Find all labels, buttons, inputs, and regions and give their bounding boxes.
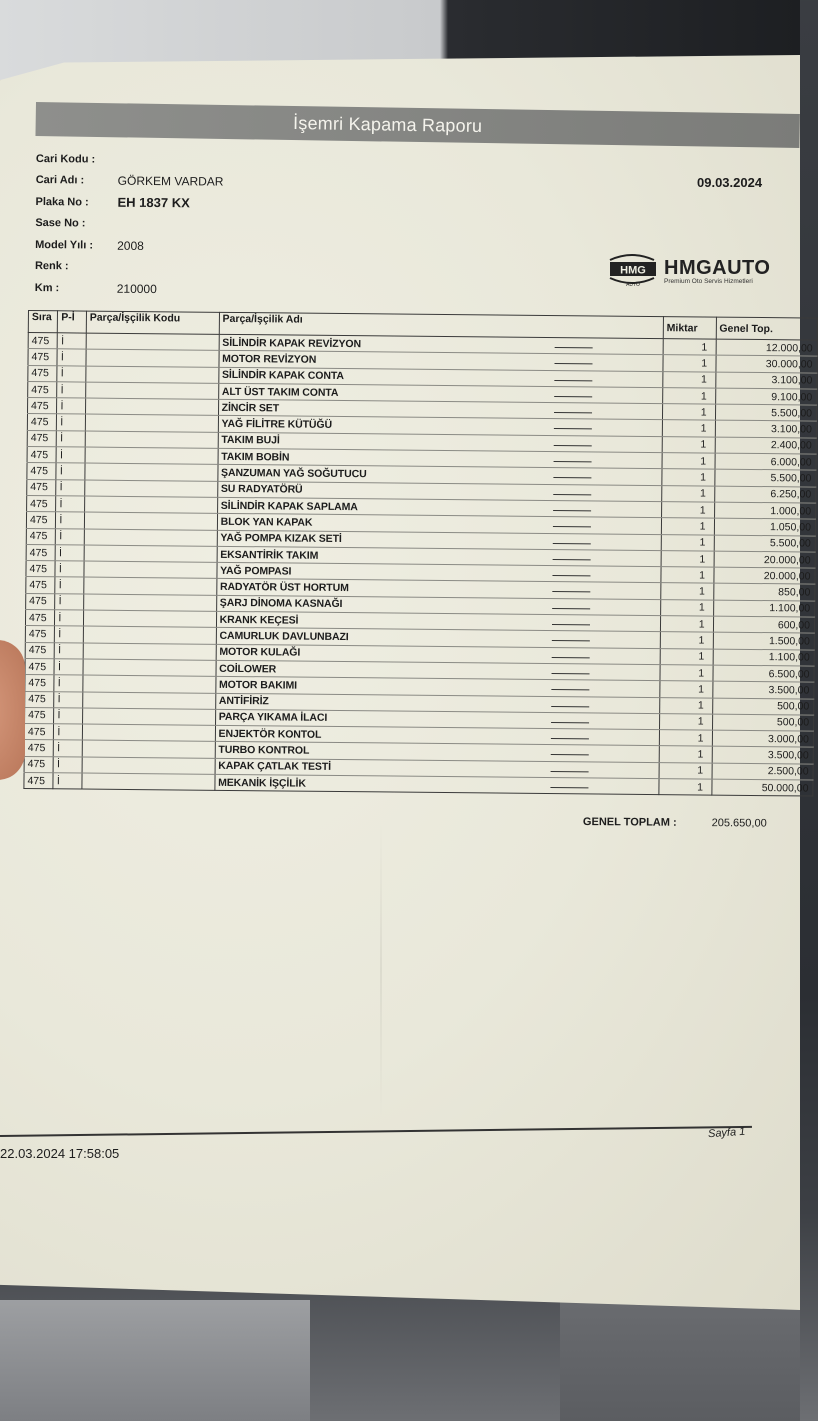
row-total: 20.000,00 xyxy=(714,551,816,568)
row-pi: İ xyxy=(54,740,83,757)
row-sira: 475 xyxy=(27,430,57,447)
row-pi: İ xyxy=(54,708,83,725)
info-label: Renk : xyxy=(34,260,69,273)
row-name-text: SİLİNDİR KAPAK REVİZYON xyxy=(222,336,362,350)
row-code xyxy=(82,773,215,791)
row-name-text: KRANK KEÇESİ xyxy=(219,613,299,627)
row-sira: 475 xyxy=(25,675,55,692)
row-total: 600,00 xyxy=(713,616,815,633)
row-total: 500,00 xyxy=(712,698,814,715)
row-sira: 475 xyxy=(26,561,56,578)
row-total: 3.500,00 xyxy=(712,681,814,698)
report-title: İşemri Kapama Raporu xyxy=(293,112,483,136)
row-code xyxy=(85,463,218,481)
row-total: 1.100,00 xyxy=(713,600,815,617)
row-code xyxy=(82,740,215,758)
row-code xyxy=(86,366,219,384)
row-qty: 1 xyxy=(661,518,714,535)
row-qty: 1 xyxy=(659,730,712,747)
row-pi: İ xyxy=(55,545,84,562)
row-pi: İ xyxy=(55,577,84,594)
col-sira-header: Sıra xyxy=(28,311,58,333)
row-sira: 475 xyxy=(28,398,58,415)
page-number: Sayfa 1 xyxy=(707,1125,746,1141)
grand-total xyxy=(583,816,767,830)
row-code xyxy=(85,431,218,449)
row-name-text: COİLOWER xyxy=(219,662,277,675)
row-name-text: PARÇA YIKAMA İLACI xyxy=(218,711,328,725)
row-code xyxy=(82,692,215,710)
row-sira: 475 xyxy=(26,528,56,545)
row-dash xyxy=(553,494,591,495)
row-code xyxy=(86,349,219,367)
info-label: Plaka No : xyxy=(35,195,89,209)
row-name-text: MOTOR REVİZYON xyxy=(222,352,317,366)
holding-thumb xyxy=(0,640,25,780)
row-qty: 1 xyxy=(660,681,713,698)
row-name-text: MOTOR BAKIMI xyxy=(218,678,298,692)
row-code xyxy=(83,643,216,661)
row-code xyxy=(84,529,217,547)
row-dash xyxy=(554,412,592,413)
info-row xyxy=(35,212,223,235)
row-sira: 475 xyxy=(27,495,57,512)
row-total: 12.000,00 xyxy=(716,339,818,356)
row-dash xyxy=(552,624,590,625)
info-row xyxy=(35,191,223,214)
row-total: 3.100,00 xyxy=(715,421,817,438)
row-total: 3.500,00 xyxy=(712,747,814,764)
row-code xyxy=(82,708,215,726)
info-label: Sase No : xyxy=(35,217,86,230)
row-sira: 475 xyxy=(26,512,56,529)
row-sira: 475 xyxy=(24,724,54,741)
row-qty: 1 xyxy=(661,583,714,600)
row-name-text: SU RADYATÖRÜ xyxy=(220,483,303,496)
row-code xyxy=(86,333,219,351)
row-sira: 475 xyxy=(26,544,56,561)
row-code xyxy=(83,610,216,628)
row-pi: İ xyxy=(56,447,85,464)
row-dash xyxy=(550,771,588,772)
row-code xyxy=(85,447,218,465)
row-total: 30.000,00 xyxy=(716,355,818,372)
row-dash xyxy=(550,787,588,788)
info-row xyxy=(36,148,224,171)
logo-badge-text: HMG xyxy=(620,264,646,277)
row-sira: 475 xyxy=(24,772,54,789)
row-pi: İ xyxy=(54,675,83,692)
row-sira: 475 xyxy=(26,577,56,594)
row-sira: 475 xyxy=(28,333,58,350)
row-total: 9.100,00 xyxy=(715,388,817,405)
row-total: 20.000,00 xyxy=(713,567,815,584)
row-name-text: MOTOR KULAĞI xyxy=(219,646,301,659)
row-code xyxy=(82,724,215,742)
row-qty: 1 xyxy=(660,616,713,633)
parts-table xyxy=(23,310,818,797)
info-label: Km : xyxy=(34,281,60,294)
row-sira: 475 xyxy=(28,365,58,382)
col-code-header: Parça/İşçilik Kodu xyxy=(86,311,219,334)
row-total: 6.000,00 xyxy=(715,453,817,470)
row-dash xyxy=(552,559,590,560)
row-name-text: ZİNCİR SET xyxy=(221,401,280,415)
row-total: 1.000,00 xyxy=(714,502,816,519)
row-total: 2.500,00 xyxy=(712,763,814,780)
row-dash xyxy=(553,543,591,544)
row-name-text: ŞARJ DİNOMA KASNAĞI xyxy=(219,597,343,611)
info-value: 2008 xyxy=(117,238,144,253)
logo-badge-sub: AUTO xyxy=(626,282,640,288)
row-name-text: YAĞ POMPA KIZAK SETİ xyxy=(220,532,342,546)
row-name-text: ANTİFİRİZ xyxy=(218,695,269,708)
info-value: GÖRKEM VARDAR xyxy=(117,173,224,189)
row-total: 5.500,00 xyxy=(714,469,816,486)
customer-info xyxy=(35,148,224,300)
row-qty: 1 xyxy=(659,746,712,763)
row-qty: 1 xyxy=(660,665,713,682)
row-code xyxy=(84,496,217,514)
row-qty: 1 xyxy=(663,371,716,388)
info-row xyxy=(35,277,223,300)
row-sira: 475 xyxy=(25,691,55,708)
row-qty: 1 xyxy=(661,567,714,584)
col-pi-header: P-İ xyxy=(58,311,87,333)
row-pi: İ xyxy=(56,496,85,513)
row-dash xyxy=(554,429,592,430)
row-name-text: EKSANTİRİK TAKIM xyxy=(220,548,319,562)
row-sira: 475 xyxy=(27,414,57,431)
row-pi: İ xyxy=(54,659,83,676)
row-sira: 475 xyxy=(25,707,55,724)
row-qty: 1 xyxy=(659,713,712,730)
row-code xyxy=(82,757,215,775)
row-pi: İ xyxy=(57,414,86,431)
row-sira: 475 xyxy=(24,740,54,757)
info-label: Cari Kodu : xyxy=(35,152,96,166)
parts-table-wrap xyxy=(23,310,818,797)
row-dash xyxy=(551,754,589,755)
row-pi: İ xyxy=(55,561,84,578)
row-name-text: TURBO KONTROL xyxy=(218,743,310,757)
row-name-text: YAĞ FİLİTRE KÜTÜĞÜ xyxy=(221,417,333,432)
row-pi: İ xyxy=(56,479,85,496)
row-total: 3.100,00 xyxy=(715,372,817,389)
row-dash xyxy=(554,445,592,446)
row-name-text: TAKIM BOBİN xyxy=(221,450,290,464)
row-dash xyxy=(553,510,591,511)
row-qty: 1 xyxy=(662,485,715,502)
row-code xyxy=(85,415,218,433)
row-qty: 1 xyxy=(662,436,715,453)
row-sira: 475 xyxy=(25,658,55,675)
row-dash xyxy=(553,526,591,527)
row-pi: İ xyxy=(57,349,86,366)
row-qty: 1 xyxy=(662,469,715,486)
row-sira: 475 xyxy=(27,447,57,464)
row-code xyxy=(85,382,218,400)
row-name-text: ENJEKTÖR KONTOL xyxy=(218,727,322,741)
row-sira: 475 xyxy=(25,626,55,643)
row-total: 850,00 xyxy=(713,584,815,601)
logo-tagline: Premium Oto Servis Hizmetleri xyxy=(664,278,753,285)
row-total: 500,00 xyxy=(712,714,814,731)
row-sira: 475 xyxy=(24,756,54,773)
row-pi: İ xyxy=(55,610,84,627)
printed-timestamp: 22.03.2024 17:58:05 xyxy=(0,1146,120,1161)
row-code xyxy=(84,561,217,579)
row-name-text: ALT ÜST TAKIM CONTA xyxy=(221,385,339,399)
row-qty: 1 xyxy=(659,779,712,796)
row-name-text: CAMURLUK DAVLUNBAZI xyxy=(219,629,349,644)
row-qty: 1 xyxy=(662,453,715,470)
row-total: 1.500,00 xyxy=(713,632,815,649)
row-sira: 475 xyxy=(28,349,58,366)
row-pi: İ xyxy=(56,512,85,529)
row-qty: 1 xyxy=(663,355,716,372)
info-value: EH 1837 KX xyxy=(117,194,190,211)
row-total: 1.050,00 xyxy=(714,518,816,535)
row-total: 3.000,00 xyxy=(712,730,814,747)
report-date: 09.03.2024 xyxy=(697,175,763,190)
row-total: 50.000,00 xyxy=(711,779,813,796)
row-code xyxy=(83,659,216,677)
row-dash xyxy=(551,689,589,690)
row-name-text: MEKANİK İŞÇİLİK xyxy=(218,776,306,790)
logo-brand: HMGAUTO xyxy=(664,257,771,279)
row-pi: İ xyxy=(54,724,83,741)
row-name-text: SİLİNDİR KAPAK CONTA xyxy=(221,369,344,383)
row-dash xyxy=(552,591,590,592)
row-name-text: ŞANZUMAN YAĞ SOĞUTUCU xyxy=(221,466,367,481)
row-code xyxy=(84,578,217,596)
info-value: 210000 xyxy=(116,281,157,296)
row-pi: İ xyxy=(55,626,84,643)
row-dash xyxy=(551,706,589,707)
row-code xyxy=(83,675,216,693)
row-pi: İ xyxy=(55,594,84,611)
row-qty: 1 xyxy=(662,420,715,437)
row-total: 2.400,00 xyxy=(715,437,817,454)
row-sira: 475 xyxy=(27,479,57,496)
row-dash xyxy=(552,640,590,641)
row-sira: 475 xyxy=(25,610,55,627)
row-pi: İ xyxy=(56,463,85,480)
row-code xyxy=(83,626,216,644)
row-qty: 1 xyxy=(661,550,714,567)
row-name-text: KAPAK ÇATLAK TESTİ xyxy=(218,760,332,774)
paper-fold xyxy=(380,820,382,1120)
row-dash xyxy=(552,575,590,576)
row-name-text: YAĞ POMPASI xyxy=(220,564,292,578)
row-pi: İ xyxy=(53,773,82,790)
row-pi: İ xyxy=(57,382,86,399)
row-sira: 475 xyxy=(27,463,57,480)
row-dash xyxy=(554,380,592,381)
row-total: 5.500,00 xyxy=(714,535,816,552)
row-qty: 1 xyxy=(661,534,714,551)
row-dash xyxy=(554,347,592,348)
col-total-header: Genel Top. xyxy=(716,317,818,340)
row-dash xyxy=(554,363,592,364)
row-dash xyxy=(551,722,589,723)
row-pi: İ xyxy=(57,431,86,448)
grand-total-value: 205.650,00 xyxy=(711,817,767,830)
row-name-text: TAKIM BUJİ xyxy=(221,434,280,447)
row-code xyxy=(84,545,217,563)
row-code xyxy=(83,594,216,612)
row-total: 6.500,00 xyxy=(713,665,815,682)
row-dash xyxy=(552,608,590,609)
info-row xyxy=(36,169,224,192)
info-label: Model Yılı : xyxy=(35,238,94,252)
row-dash xyxy=(553,477,591,478)
row-qty: 1 xyxy=(660,599,713,616)
row-pi: İ xyxy=(58,333,87,350)
grand-total-label: GENEL TOPLAM : xyxy=(582,816,677,829)
row-sira: 475 xyxy=(26,593,56,610)
row-dash xyxy=(551,673,589,674)
row-qty: 1 xyxy=(659,697,712,714)
row-name-text: RADYATÖR ÜST HORTUM xyxy=(219,580,349,595)
row-pi: İ xyxy=(57,365,86,382)
row-total: 5.500,00 xyxy=(715,404,817,421)
row-qty: 1 xyxy=(659,762,712,779)
row-sira: 475 xyxy=(28,381,58,398)
row-code xyxy=(84,512,217,530)
hmg-auto-logo xyxy=(608,250,803,295)
row-qty: 1 xyxy=(662,387,715,404)
row-sira: 475 xyxy=(25,642,55,659)
row-qty: 1 xyxy=(661,502,714,519)
row-pi: İ xyxy=(55,642,84,659)
row-name-text: BLOK YAN KAPAK xyxy=(220,515,313,529)
row-qty: 1 xyxy=(660,632,713,649)
row-qty: 1 xyxy=(663,339,716,356)
row-pi: İ xyxy=(56,528,85,545)
row-pi: İ xyxy=(57,398,86,415)
info-label: Cari Adı : xyxy=(35,174,85,187)
info-row xyxy=(35,255,223,278)
row-dash xyxy=(553,461,591,462)
row-total: 1.100,00 xyxy=(713,649,815,666)
row-code xyxy=(85,480,218,498)
row-total: 6.250,00 xyxy=(714,486,816,503)
row-dash xyxy=(554,396,592,397)
info-row xyxy=(35,234,223,257)
col-name-header: Parça/İşçilik Adı xyxy=(219,312,663,338)
row-qty: 1 xyxy=(660,648,713,665)
row-code xyxy=(85,398,218,416)
row-name-text: SİLİNDİR KAPAK SAPLAMA xyxy=(220,499,358,513)
row-pi: İ xyxy=(54,691,83,708)
background-fabric-left xyxy=(0,1300,310,1421)
row-pi: İ xyxy=(53,756,82,773)
row-dash xyxy=(552,657,590,658)
row-qty: 1 xyxy=(662,404,715,421)
col-qty-header: Miktar xyxy=(663,317,716,340)
row-dash xyxy=(551,738,589,739)
